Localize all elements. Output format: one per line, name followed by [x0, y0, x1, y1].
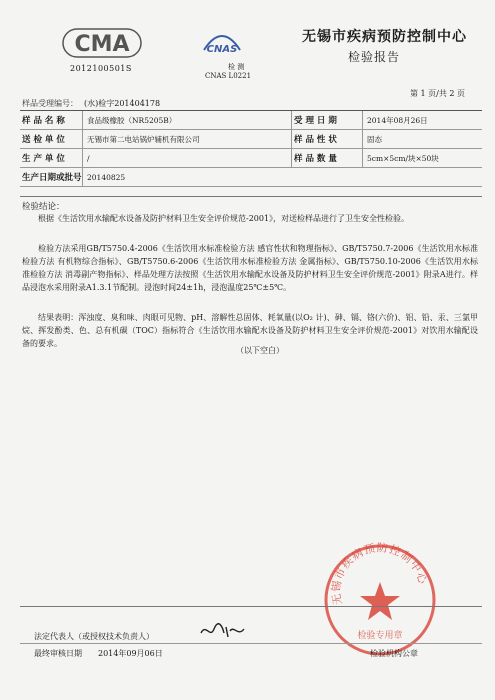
issue-date-row: [20, 643, 482, 664]
p1-text: 根据《生活饮用水输配水设备及防护材料卫生安全评价规范-2001》，对送检样品进行了卫生安全性检验。: [38, 214, 410, 223]
issue-date-value: 2014年09月06日: [98, 649, 163, 658]
approver-label: 法定代表人（或授权技术负责人）: [34, 632, 154, 641]
info-row: [20, 111, 482, 130]
unit-stamp-label: 检验机构公章: [370, 649, 418, 658]
info-row: [20, 168, 482, 187]
issue-date-label: 最终审核日期: [34, 649, 82, 658]
sample-state-value: 固态: [367, 134, 382, 144]
cnas-code: CNAS L0221: [205, 72, 252, 80]
report-title: 检验报告: [348, 50, 401, 64]
sample-no-label: 样品受理编号：: [22, 99, 78, 108]
conclusion-paragraph-methods: [22, 242, 478, 294]
org-name: 无锡市疾病预防控制中心: [302, 29, 467, 45]
sample-name-label: 样 品 名 称: [20, 111, 83, 129]
sample-name-value: 食品级橡胶（NR5205B）: [83, 111, 292, 129]
blank-below-note: （以下空白）: [236, 346, 284, 355]
sample-quantity-label: 样 品 数 量: [292, 149, 363, 167]
manufacturer-label: 生 产 单 位: [20, 149, 83, 167]
seal-bottom-text: 检验专用章: [357, 631, 403, 641]
sample-no-value: (水)检字201404178: [84, 99, 161, 108]
sample-state-label: 样 品 性 状: [292, 130, 363, 148]
cma-code: 2012100501S: [70, 64, 132, 73]
seal-arc-text: 无锡市疾病预防控制中心: [329, 541, 430, 606]
receipt-date-value: 2014年08月26日: [367, 115, 428, 125]
info-row: [20, 149, 482, 168]
footer-section: [20, 606, 482, 677]
sample-quantity-value: 5cm×5cm/块×50块: [367, 153, 439, 163]
p3-text: 结果表明：浑浊度、臭和味、肉眼可见物、pH、溶解性总固体、耗氧量(以O₂ 计)、砷、镉、铬(六价)、铝、铅、汞、三氯甲烷、挥发酚类、色、总有机碳（TOC）指标符合《生活饮用水输配水设备及防护材料卫生安全评价规范-2001》对饮用水输配设备的要求。: [22, 313, 478, 348]
info-row: [20, 130, 482, 149]
cma-logo-icon: [62, 28, 142, 58]
cma-logo-text: CMA: [74, 32, 130, 57]
receipt-date-label: 受 理 日 期: [292, 111, 363, 129]
conclusion-paragraph-basis: [22, 212, 478, 225]
submitter-value: 无锡市第二电站锅炉辅机有限公司: [83, 130, 292, 148]
cnas-logo-icon: [200, 28, 244, 58]
manufacturer-value: /: [83, 149, 292, 167]
signature-icon: [198, 621, 248, 641]
batch-value: 20140825: [87, 172, 126, 182]
batch-label: 生产日期或批号: [20, 168, 83, 186]
sample-info-table: [20, 110, 482, 187]
p2-text: 检验方法采用GB/T5750.4-2006《生活饮用水标准检验方法 感官性状和物理指标》、GB/T5750.7-2006《生活饮用水标准检验方法 有机物综合指标》、GB/T5750.6-2006《生活饮用水标准检验方法 金属指标》、GB/T5750.10-2006《生活饮用水标准检验方法 消毒副产物指标》、样品处理方法按照《生活饮用水输配水设备及防护材料卫生安全评价规范-2001》附录A进行。样品浸泡水采用附录A1.3.1节配制。浸泡时间24±1h，浸泡温度25℃±5℃。: [22, 244, 478, 292]
cnas-logo-text: CNAS: [206, 44, 238, 55]
cnas-jc: 检 测: [228, 63, 245, 71]
conclusion-label: 检验结论：: [22, 202, 65, 212]
page-number: 第 1 页/共 2 页: [410, 89, 466, 98]
submitter-label: 送 检 单 位: [20, 130, 83, 148]
